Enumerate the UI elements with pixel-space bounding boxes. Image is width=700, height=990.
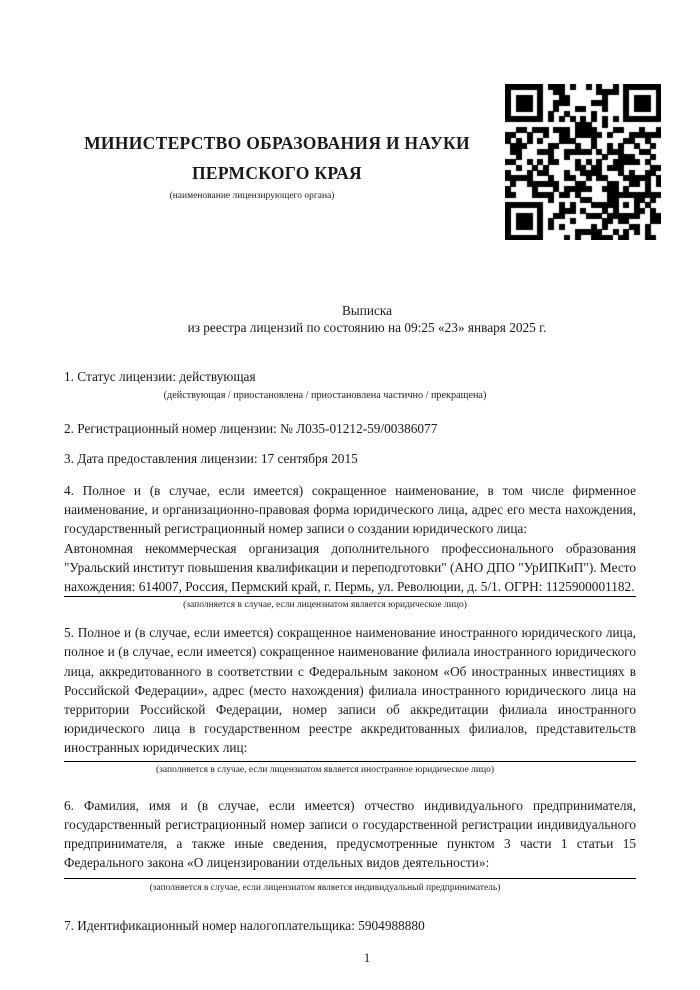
grant-date-text: 3. Дата предоставления лицензии: 17 сентября 2015 (64, 451, 358, 466)
item-legal-entity (64, 481, 636, 611)
authority-name-line1: МИНИСТЕРСТВО ОБРАЗОВАНИЯ И НАУКИ (84, 133, 470, 153)
item-grant-date (64, 451, 636, 467)
item-taxpayer-number (64, 918, 636, 934)
qr-code-icon (505, 84, 661, 240)
authority-caption: (наименование лицензирующего органа) (169, 191, 335, 201)
taxpayer-number-text: 7. Идентификационный номер налогоплательщика: 5904988880 (64, 918, 425, 934)
individual-entrepreneur-caption: (заполняется в случае, если лицензиатом является индивидуальный предприниматель) (149, 883, 501, 894)
registration-number-text: 2. Регистрационный номер лицензии: № Л035-01212-59/00386077 (64, 421, 438, 436)
individual-entrepreneur-label: 6. Фамилия, имя и (в случае, если имеется) отчество индивидуального предпринимателя, государственный регистрационный номер записи о государственной регистрации индивидуального предпринимателя, а также иные сведения, предусмотренные пунктом 3 части 1 статьи 15 Федерального закона «О лицензировании отдельных видов деятельности»: (64, 797, 636, 871)
item-foreign-entity (64, 623, 636, 775)
legal-entity-label: 4. Полное и (в случае, если имеется) сокращенное наименование, в том числе фирменное наименование, и организационно-правовая форма юридического лица, адрес его места нахождения, государственный регистрационный номер записи о создании юридического лица: (64, 483, 636, 537)
title-line1: Выписка (341, 303, 393, 318)
document-title (81, 302, 653, 336)
foreign-entity-caption: (заполняется в случае, если лицензиатом является иностранное юридическое лицо) (156, 764, 494, 775)
foreign-entity-label: 5. Полное и (в случае, если имеется) сокращенное наименование иностранного юридического лица, полное и (в случае, если имеется) сокращенное наименование филиала иностранного юридического лица, аккредитованного в соответствии с Федеральным законом «Об иностранных инвестициях в Российской Федерации», адрес (место нахождения) филиала иностранного юридического лица на территории Российской Федерации, номер записи об аккредитации филиала иностранного юридического лица в государственном реестре аккредитованных филиалов, представительств иностранных юридических лиц: (64, 625, 636, 756)
legal-entity-caption: (заполняется в случае, если лицензиатом является юридическое лицо) (183, 600, 467, 611)
item-registration-number (64, 421, 636, 437)
licensing-authority-header (64, 128, 490, 202)
authority-name-line2: ПЕРМСКОГО КРАЯ (192, 163, 362, 183)
page-number: 1 (363, 950, 371, 966)
item-license-status (64, 369, 636, 402)
legal-entity-value: Автономная некоммерческая организация дополнительного профессионального образования "Уральский институт повышения квалификации и переподготовки" (АНО ДПО "УрИПКиП"). Место нахождения: 614007, Россия, Пермский край, г. Пермь, ул. Революции, д. 5/1. ОГРН: 1125900001182. (64, 540, 636, 595)
license-status-text: 1. Статус лицензии: действующая (64, 369, 256, 384)
title-line2: из реестра лицензий по состоянию на 09:25 «23» января 2025 г. (187, 320, 547, 335)
item-individual-entrepreneur (64, 796, 636, 895)
license-status-caption: (действующая / приостановлена / приостановлена частично / прекращена) (163, 390, 487, 401)
